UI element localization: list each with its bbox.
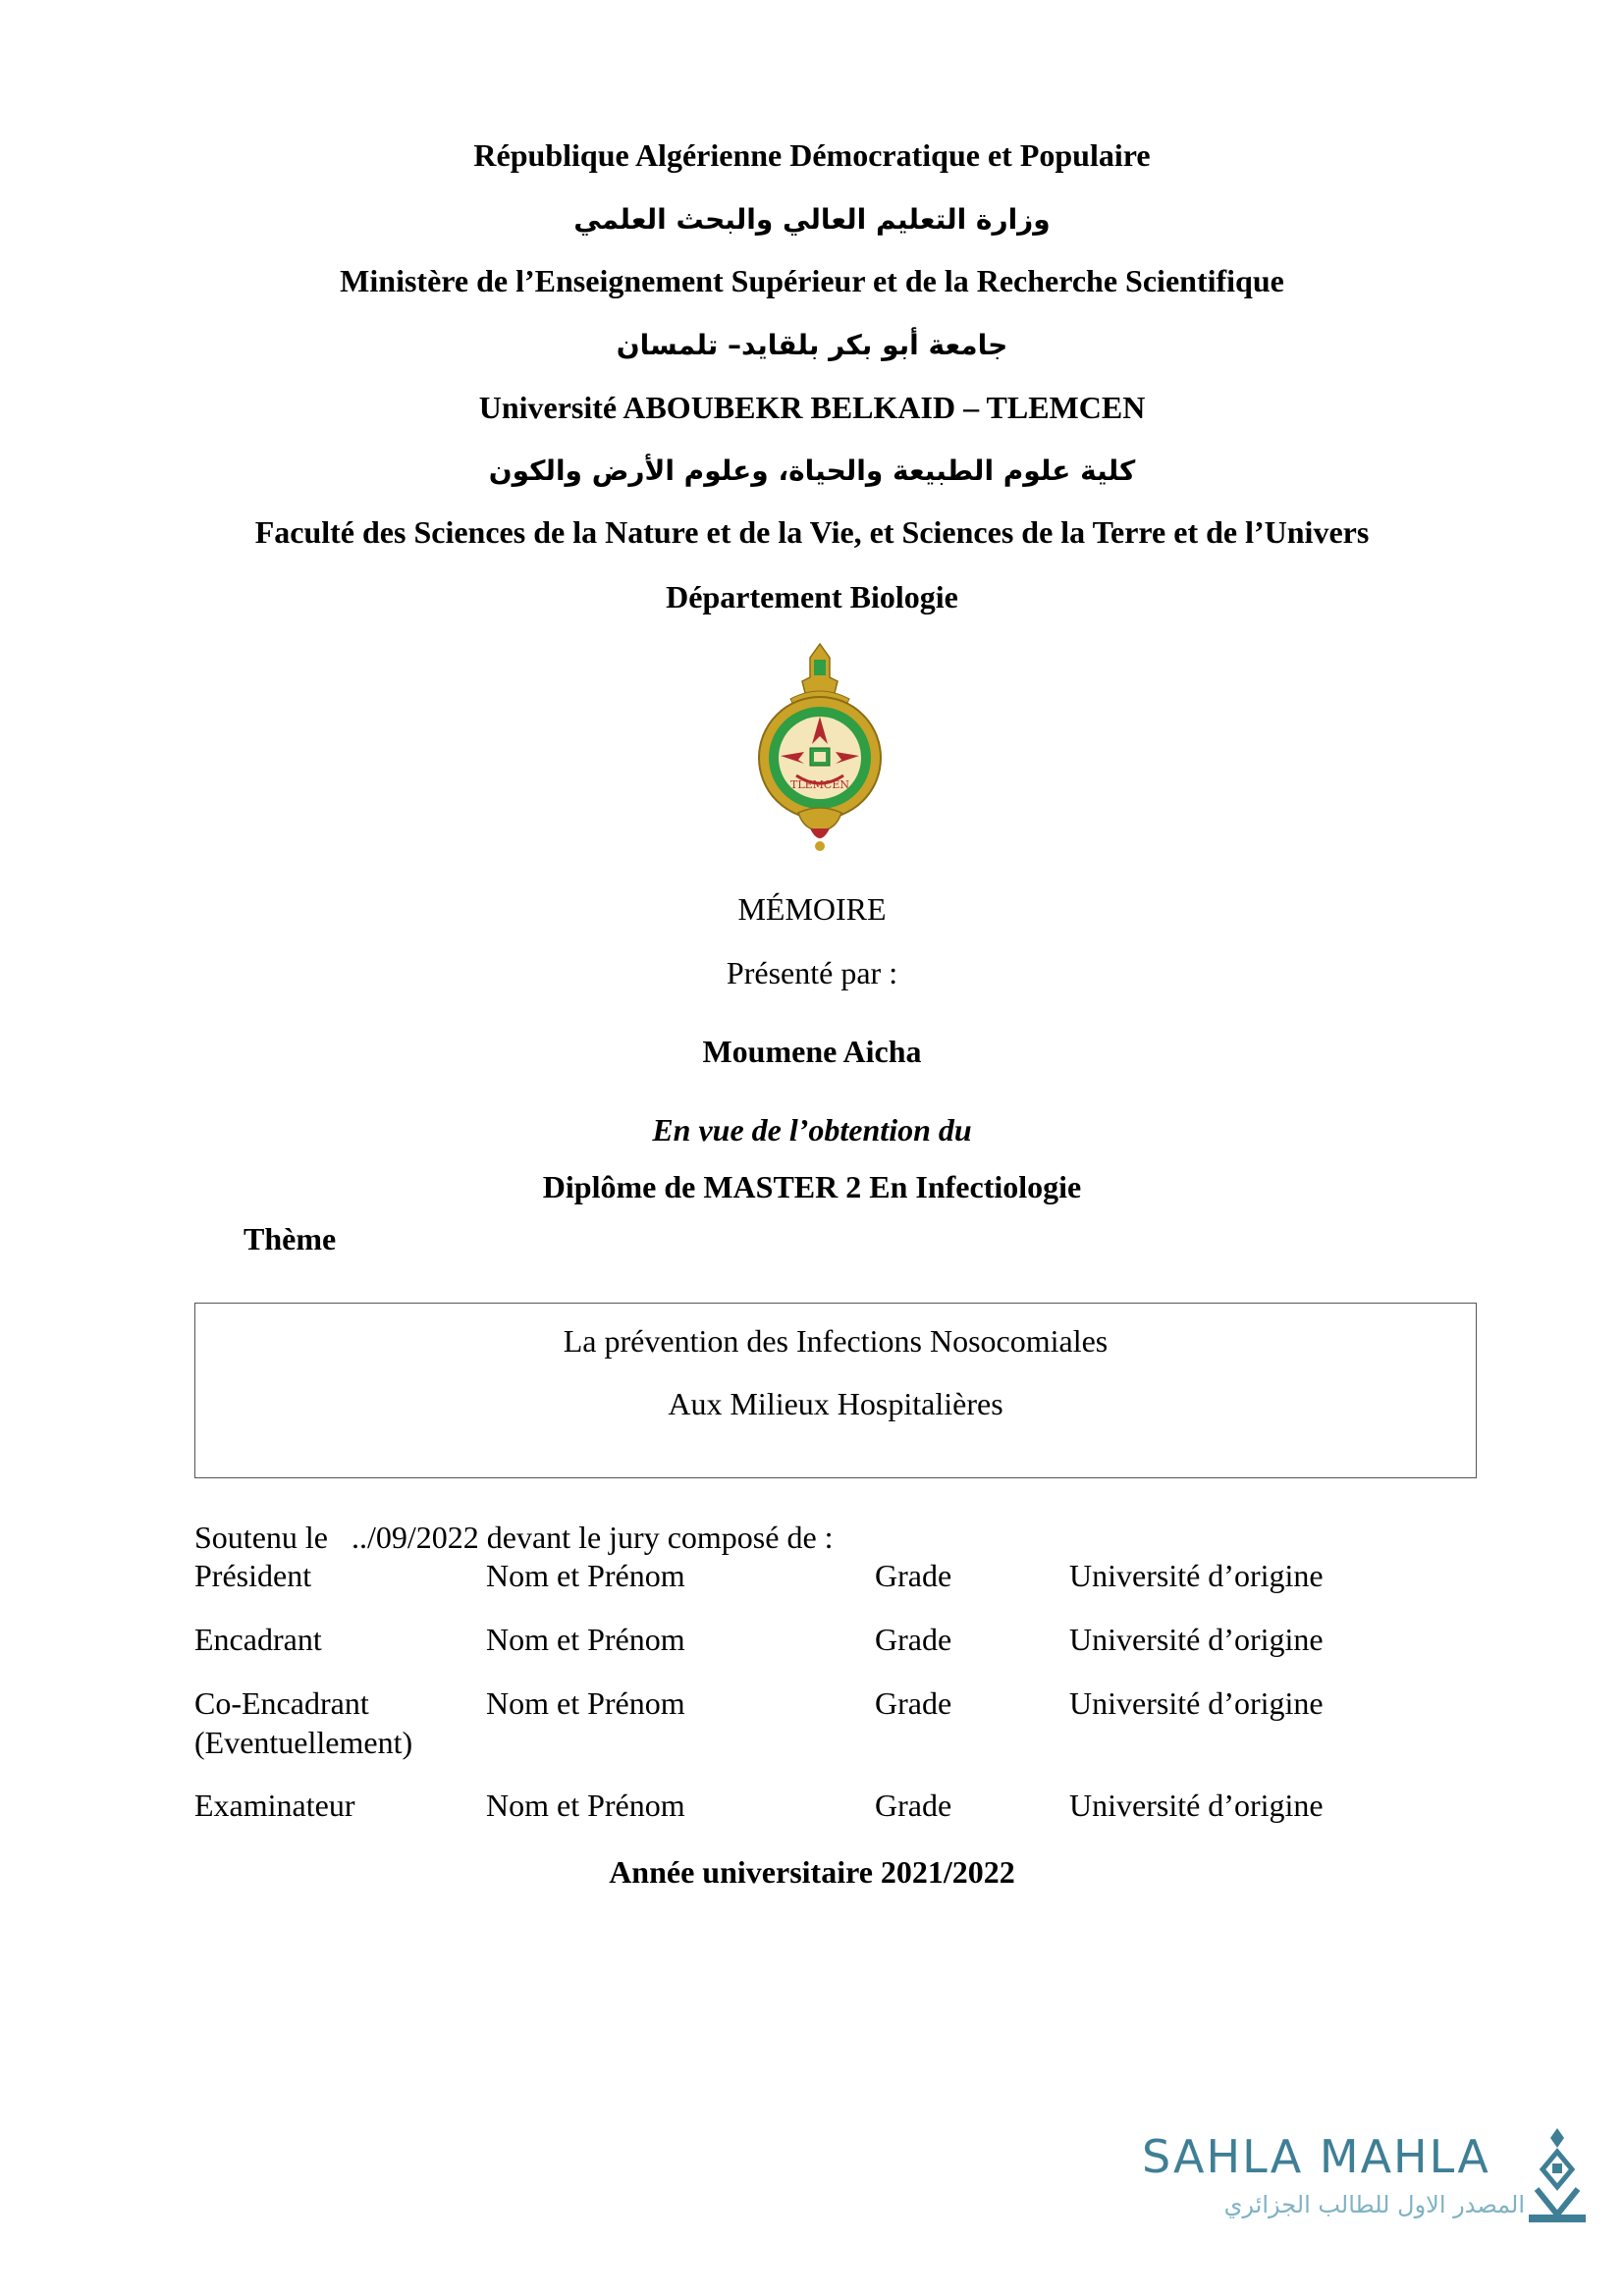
ministry-arabic: وزارة التعليم العالي والبحث العلمي <box>573 203 1051 236</box>
theme-line-2: Aux Milieux Hospitalières <box>668 1386 1003 1421</box>
jury-grade: Grade <box>875 1788 952 1823</box>
author-name: Moumene Aicha <box>702 1034 922 1069</box>
jury-grade: Grade <box>875 1558 952 1593</box>
sahla-mahla-logo-icon <box>1523 2124 1592 2232</box>
republic-heading: République Algérienne Démocratique et Populaire <box>473 137 1151 173</box>
jury-role: Co-Encadrant <box>194 1685 369 1721</box>
theme-line-1: La prévention des Infections Nosocomiales <box>563 1323 1109 1359</box>
university-french: Université ABOUBEKR BELKAID – TLEMCEN <box>478 390 1146 425</box>
presented-by: Présenté par : <box>726 955 898 990</box>
faculty-arabic: كلية علوم الطبيعة والحياة، وعلوم الأرض والكون <box>488 454 1136 487</box>
jury-name: Nom et Prénom <box>486 1558 685 1593</box>
university-seal-icon <box>741 638 898 854</box>
purpose-text: En vue de l’obtention du <box>652 1112 972 1148</box>
theme-label: Thème <box>244 1221 337 1256</box>
jury-origin: Université d’origine <box>1069 1558 1324 1593</box>
university-arabic: جامعة أبو بكر بلقايد– تلمسان <box>616 329 1008 361</box>
theme-box <box>194 1303 1477 1478</box>
jury-row-co-encadrant <box>194 1683 1477 1762</box>
faculty-french: Faculté des Sciences de la Nature et de la Vie, et Sciences de la Terre et de l’Univers <box>254 514 1370 550</box>
jury-origin: Université d’origine <box>1069 1685 1324 1721</box>
jury-origin: Université d’origine <box>1069 1788 1324 1823</box>
jury-role: Encadrant <box>194 1622 322 1657</box>
diploma-text: Diplôme de MASTER 2 En Infectiologie <box>542 1169 1082 1204</box>
jury-origin: Université d’origine <box>1069 1622 1324 1657</box>
jury-name: Nom et Prénom <box>486 1788 685 1823</box>
department-name: Département Biologie <box>666 579 958 614</box>
watermark-subtitle: المصدر الاول للطالب الجزائري <box>1223 2191 1525 2218</box>
jury-grade: Grade <box>875 1685 952 1721</box>
jury-role: Examinateur <box>194 1788 355 1823</box>
jury-role-extra: (Eventuellement) <box>194 1725 413 1760</box>
jury-name: Nom et Prénom <box>486 1685 685 1721</box>
academic-year: Année universitaire 2021/2022 <box>609 1854 1015 1890</box>
svg-text:TLEMCEN: TLEMCEN <box>789 778 850 791</box>
jury-role: Président <box>194 1558 312 1593</box>
jury-grade: Grade <box>875 1622 952 1657</box>
jury-name: Nom et Prénom <box>486 1622 685 1657</box>
watermark-title: SAHLA MAHLA <box>1142 2130 1490 2183</box>
jury-intro: Soutenu le ../09/2022 devant le jury composé de : <box>194 1520 834 1555</box>
watermark <box>1142 2130 1594 2248</box>
memoire-title: MÉMOIRE <box>737 891 887 927</box>
ministry-french: Ministère de l’Enseignement Supérieur et de la Recherche Scientifique <box>340 263 1284 298</box>
